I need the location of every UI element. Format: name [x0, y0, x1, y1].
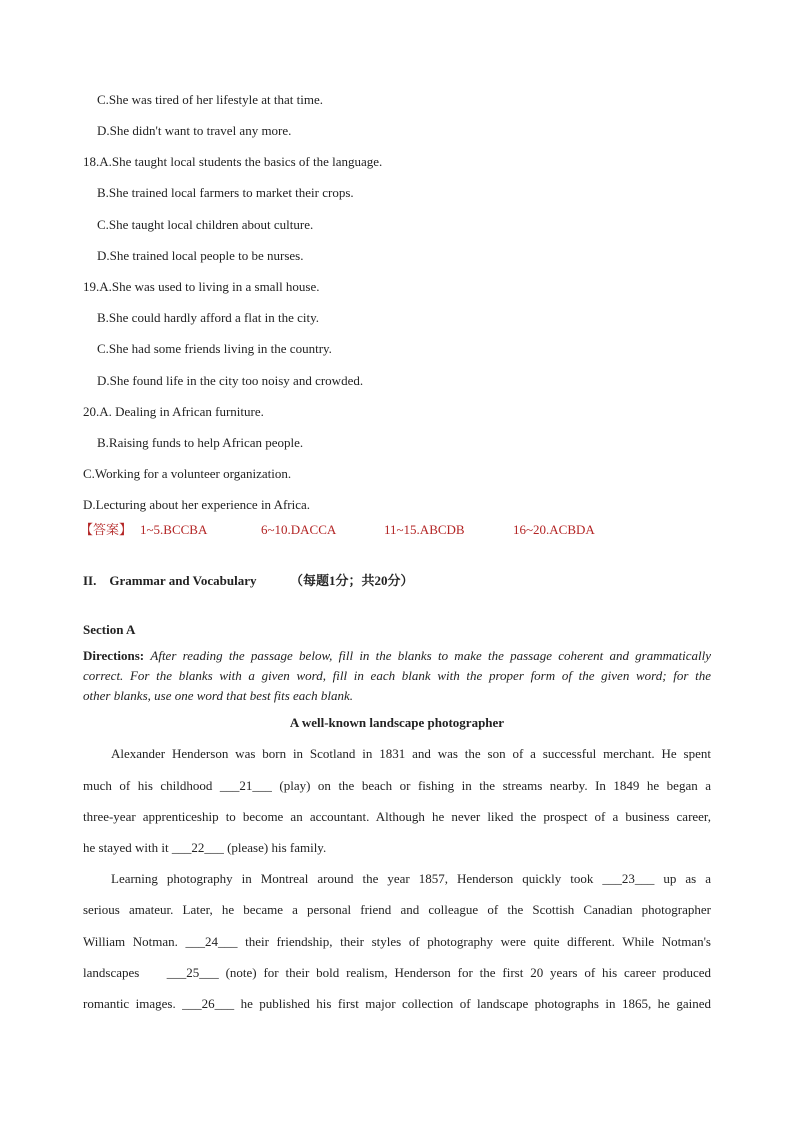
directions-line-1: [83, 648, 711, 664]
paragraph-1-line-2: much of his childhood ___21___ (play) on the beach or fishing in the streams nearby. In 1849 he began a: [83, 778, 711, 793]
paragraph-2-line-3: William Notman. ___24___ their friendship, their styles of photography were quite different. While Notman's: [83, 934, 711, 949]
option-19b: B.She could hardly afford a flat in the city.: [97, 310, 320, 325]
answer-group-2: 6~10.DACCA: [261, 522, 337, 537]
option-18a: 18.A.She taught local students the basics of the language.: [83, 154, 383, 169]
answer-group-3: 11~15.ABCDB: [384, 522, 465, 537]
option-17c: C.She was tired of her lifestyle at that time.: [97, 92, 323, 107]
directions-label: Directions:: [83, 648, 145, 663]
paragraph-2-line-5: romantic images. ___26___ he published his first major collection of landscape photographs in 1865, he gained: [83, 996, 711, 1011]
answer-label: 【答案】: [80, 522, 133, 537]
option-20a: 20.A. Dealing in African furniture.: [83, 404, 264, 419]
answer-group-4: 16~20.ACBDA: [513, 522, 595, 537]
directions-line-3: other blanks, use one word that best fits each blank.: [83, 688, 353, 703]
option-20c: C.Working for a volunteer organization.: [83, 466, 292, 481]
paragraph-2-line-4: landscapes ___25___ (note) for their bold realism, Henderson for the first 20 years of his career produced: [83, 965, 711, 980]
paragraph-1-line-1: Alexander Henderson was born in Scotland in 1831 and was the son of a successful merchant. He spent: [111, 746, 711, 761]
paragraph-2-line-2: serious amateur. Later, he became a personal friend and colleague of the Scottish Canadian photographer: [83, 902, 711, 917]
option-17d: D.She didn't want to travel any more.: [97, 123, 292, 138]
option-20b: B.Raising funds to help African people.: [97, 435, 304, 450]
option-18d: D.She trained local people to be nurses.: [97, 248, 304, 263]
option-19a: 19.A.She was used to living in a small house.: [83, 279, 320, 294]
option-20d: D.Lecturing about her experience in Africa.: [83, 497, 311, 512]
option-19c: C.She had some friends living in the country.: [97, 341, 332, 356]
option-18c: C.She taught local children about culture.: [97, 217, 314, 232]
paragraph-1-line-4: he stayed with it ___22___ (please) his family.: [83, 840, 327, 855]
passage-title: A well-known landscape photographer: [289, 715, 505, 730]
section-heading: II. Grammar and Vocabulary: [83, 573, 257, 588]
directions-text-1: After reading the passage below, fill in the blanks to make the passage coherent and grammatically: [150, 648, 712, 663]
score-note: （每题1分；共20分）: [290, 573, 414, 588]
directions-line-2: correct. For the blanks with a given word, fill in each blank with the proper form of the given word; for the: [83, 668, 711, 683]
paragraph-1-line-3: three-year apprenticeship to become an accountant. Although he never liked the prospect of a business career,: [83, 809, 711, 824]
section-a-label: Section A: [83, 622, 136, 637]
paragraph-2-line-1: Learning photography in Montreal around the year 1857, Henderson quickly took ___23___ up as a: [111, 871, 711, 886]
answer-group-1: 1~5.BCCBA: [140, 522, 208, 537]
option-18b: B.She trained local farmers to market their crops.: [97, 185, 354, 200]
option-19d: D.She found life in the city too noisy and crowded.: [97, 373, 364, 388]
